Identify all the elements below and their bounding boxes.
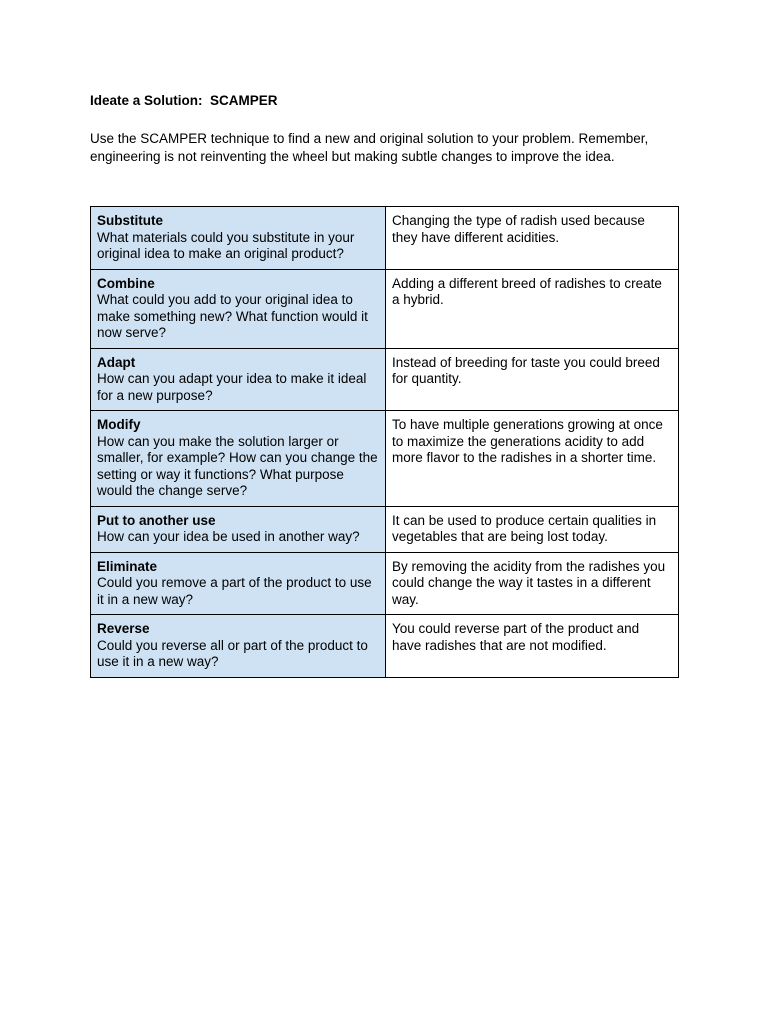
step-question: What could you add to your original idea to make something new? What function would it now serve?	[97, 292, 368, 340]
step-name: Reverse	[97, 621, 150, 636]
prompt-cell	[91, 615, 386, 678]
table-row	[91, 348, 679, 411]
table-row	[91, 207, 679, 270]
answer-cell: It can be used to produce certain qualities in vegetables that are being lost today.	[386, 506, 679, 552]
prompt-cell	[91, 552, 386, 615]
answer-cell: You could reverse part of the product and have radishes that are not modified.	[386, 615, 679, 678]
answer-cell: Adding a different breed of radishes to create a hybrid.	[386, 269, 679, 348]
answer-cell: Changing the type of radish used because they have different acidities.	[386, 207, 679, 270]
prompt-cell	[91, 207, 386, 270]
step-name: Modify	[97, 417, 141, 432]
step-question: Could you remove a part of the product to use it in a new way?	[97, 575, 372, 607]
step-question: What materials could you substitute in your original idea to make an original product?	[97, 229, 355, 261]
table-row	[91, 411, 679, 507]
answer-cell: By removing the acidity from the radishes you could change the way it tastes in a different way.	[386, 552, 679, 615]
table-row	[91, 615, 679, 678]
table-row	[91, 506, 679, 552]
table-row	[91, 552, 679, 615]
step-question: How can your idea be used in another way?	[97, 529, 360, 544]
prompt-cell	[91, 348, 386, 411]
answer-cell: To have multiple generations growing at once to maximize the generations acidity to add more flavor to the radishes in a shorter time.	[386, 411, 679, 507]
step-name: Eliminate	[97, 558, 158, 574]
document-title: Ideate a Solution: SCAMPER	[90, 93, 278, 108]
step-question: Could you reverse all or part of the product to use it in a new way?	[97, 637, 368, 669]
step-name: Combine	[97, 275, 155, 291]
document-intro: Use the SCAMPER technique to find a new and original solution to your problem. Remember, engineering is not reinventing the wheel but making subtle changes to improve the idea.	[90, 131, 649, 164]
table-row	[91, 269, 679, 348]
prompt-cell	[91, 411, 386, 507]
step-name: Adapt	[97, 354, 136, 370]
step-name: Substitute	[97, 213, 163, 228]
step-question: How can you make the solution larger or smaller, for example? How can you change the setting or way it functions? What purpose would the change serve?	[97, 433, 378, 498]
step-name: Put to another use	[97, 512, 216, 528]
step-question: How can you adapt your idea to make it ideal for a new purpose?	[97, 371, 367, 403]
prompt-cell	[91, 269, 386, 348]
answer-cell: Instead of breeding for taste you could breed for quantity.	[386, 348, 679, 411]
prompt-cell	[91, 506, 386, 552]
scamper-table	[90, 206, 679, 678]
